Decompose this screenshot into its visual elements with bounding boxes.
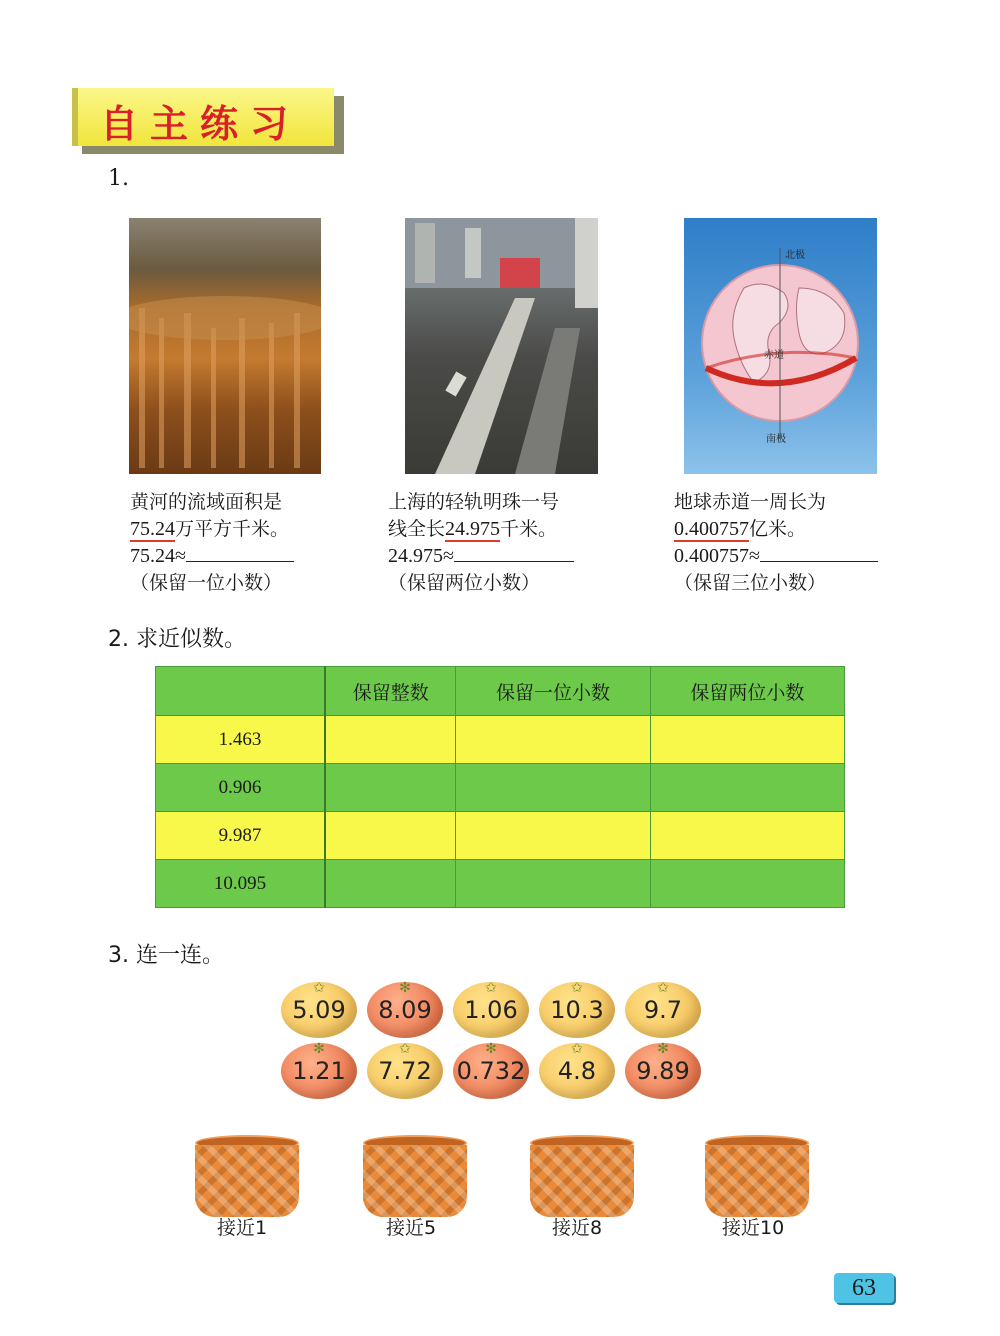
answer-blank[interactable]: [760, 543, 878, 562]
approx-line: [388, 543, 628, 570]
question-1-number: 1.: [108, 166, 129, 191]
caption-prefix: 线全长: [388, 518, 446, 540]
globe-north-label: 北极: [785, 250, 805, 261]
basket-icon: [195, 1145, 299, 1217]
answer-cell[interactable]: [456, 812, 650, 860]
answer-cell[interactable]: [456, 860, 650, 908]
orange-fruit[interactable]: [281, 982, 357, 1038]
answer-blank[interactable]: [454, 543, 574, 562]
table-header-corner: [156, 667, 326, 716]
approx-label: 75.24≈: [130, 545, 186, 567]
leaf-stem-icon: ✻: [313, 1041, 325, 1057]
basket-near-8[interactable]: [530, 1135, 634, 1217]
row-number: 10.095: [156, 860, 326, 908]
shanghai-light-rail-photo: [405, 218, 598, 474]
leaf-stem-icon: ✻: [485, 1041, 497, 1057]
basket-icon: [705, 1145, 809, 1217]
basket-label: 接近10: [722, 1217, 785, 1239]
orange-fruit[interactable]: [539, 982, 615, 1038]
fruit-number: 7.72: [378, 1057, 432, 1085]
fruit-number: 5.09: [292, 996, 346, 1024]
caption-equator: [674, 489, 914, 597]
answer-cell[interactable]: [325, 812, 456, 860]
basket-icon: [363, 1145, 467, 1217]
answer-cell[interactable]: [456, 764, 650, 812]
caption-value-line: [674, 516, 914, 543]
caption-line: 黄河的流域面积是: [130, 491, 283, 513]
caption-line: 地球赤道一周长为: [674, 491, 827, 513]
basket-icon: [530, 1145, 634, 1217]
globe-south-label: 南极: [766, 434, 786, 445]
table-header: 保留一位小数: [456, 667, 650, 716]
row-number: 1.463: [156, 716, 326, 764]
table-row: [156, 716, 845, 764]
orange-fruit[interactable]: [625, 982, 701, 1038]
length-unit: 千米。: [500, 518, 558, 540]
fruit-number: 9.89: [636, 1057, 690, 1085]
table-header: 保留整数: [325, 667, 456, 716]
basket-label: 接近8: [552, 1217, 603, 1239]
fruit-number: 4.8: [557, 1057, 597, 1085]
tomato-fruit[interactable]: [625, 1043, 701, 1099]
table-row: [156, 860, 845, 908]
globe-equator-label: 赤道: [764, 350, 784, 361]
fruit-number: 10.3: [550, 996, 604, 1024]
tomato-fruit[interactable]: [453, 1043, 529, 1099]
tomato-fruit[interactable]: [367, 982, 443, 1038]
approx-label: 0.400757≈: [674, 545, 760, 567]
fruit-number: 9.7: [643, 996, 683, 1024]
area-unit: 万平方千米。: [175, 518, 290, 540]
star-stem-icon: ✩: [657, 980, 669, 996]
answer-blank[interactable]: [186, 543, 294, 562]
caption-line: 上海的轻轨明珠一号: [388, 491, 560, 513]
basket-label: 接近1: [217, 1217, 268, 1239]
answer-cell[interactable]: [325, 716, 456, 764]
answer-cell[interactable]: [650, 716, 844, 764]
basket-near-5[interactable]: [363, 1135, 467, 1217]
star-stem-icon: ✩: [571, 1041, 583, 1057]
yellow-river-photo: [129, 218, 321, 474]
basket-near-10[interactable]: [705, 1135, 809, 1217]
star-stem-icon: ✩: [399, 1041, 411, 1057]
table-header: 保留两位小数: [650, 667, 844, 716]
star-stem-icon: ✩: [571, 980, 583, 996]
area-value: 75.24: [130, 518, 175, 540]
rounding-note: （保留一位小数）: [130, 572, 283, 594]
row-number: 9.987: [156, 812, 326, 860]
table-header-row: [156, 667, 845, 716]
orange-fruit[interactable]: [367, 1043, 443, 1099]
approximation-table: [155, 666, 845, 908]
table-row: [156, 812, 845, 860]
star-stem-icon: ✩: [313, 980, 325, 996]
caption-value-line: [130, 516, 360, 543]
length-value: 24.975: [445, 518, 501, 540]
question-2-title: 2. 求近似数。: [108, 627, 246, 652]
fruit-number: 1.06: [464, 996, 518, 1024]
star-stem-icon: ✩: [485, 980, 497, 996]
orange-fruit[interactable]: [453, 982, 529, 1038]
caption-light-rail: [388, 489, 628, 597]
rounding-note: （保留两位小数）: [388, 572, 541, 594]
answer-cell[interactable]: [650, 764, 844, 812]
answer-cell[interactable]: [325, 860, 456, 908]
basket-near-1[interactable]: [195, 1135, 299, 1217]
orange-fruit[interactable]: [539, 1043, 615, 1099]
answer-cell[interactable]: [456, 716, 650, 764]
approx-label: 24.975≈: [388, 545, 454, 567]
question-3-title: 3. 连一连。: [108, 943, 224, 968]
answer-cell[interactable]: [650, 812, 844, 860]
answer-cell[interactable]: [325, 764, 456, 812]
approx-line: [674, 543, 914, 570]
caption-yellow-river: [130, 489, 360, 597]
fruit-number: 8.09: [378, 996, 432, 1024]
fruit-number: 0.732: [456, 1057, 526, 1085]
equator-value: 0.400757: [674, 518, 749, 540]
page-number: 63: [834, 1273, 894, 1303]
basket-label: 接近5: [386, 1217, 437, 1239]
leaf-stem-icon: ✻: [657, 1041, 669, 1057]
equator-unit: 亿米。: [749, 518, 807, 540]
rounding-note: （保留三位小数）: [674, 572, 827, 594]
table-row: [156, 764, 845, 812]
caption-value-line: [388, 516, 628, 543]
answer-cell[interactable]: [650, 860, 844, 908]
earth-globe-photo: [684, 218, 877, 474]
fruit-number: 1.21: [292, 1057, 346, 1085]
approx-line: [130, 543, 360, 570]
row-number: 0.906: [156, 764, 326, 812]
section-title: 自主练习: [100, 102, 301, 146]
leaf-stem-icon: ✻: [399, 980, 411, 996]
tomato-fruit[interactable]: [281, 1043, 357, 1099]
